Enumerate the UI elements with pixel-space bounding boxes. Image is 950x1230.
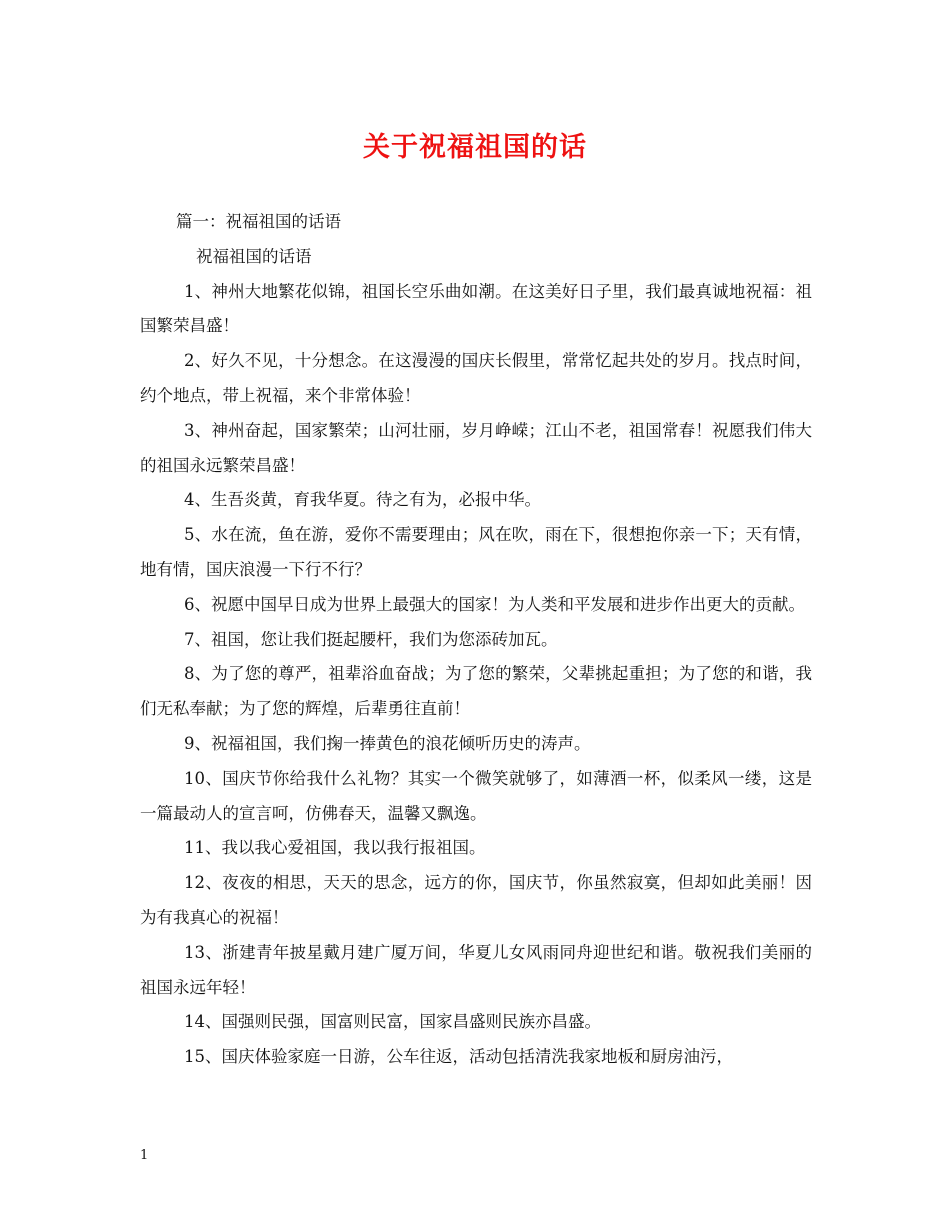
paragraph: 6、祝愿中国早日成为世界上最强大的国家！为人类和平发展和进步作出更大的贡献。 <box>184 594 805 614</box>
sub-heading: 祝福祖国的话语 <box>196 246 312 266</box>
page-number: 1 <box>140 1148 149 1163</box>
paragraph: 14、国强则民强，国富则民富，国家昌盛则民族亦昌盛。 <box>184 1012 601 1032</box>
paragraph: 5、水在流，鱼在游，爱你不需要理由；风在吹，雨在下，很想抱你亲一下；天有情，地有情，国庆浪漫一下行不行？ <box>140 525 812 579</box>
paragraph: 4、生吾炎黄，育我华夏。待之有为，必报中华。 <box>184 490 541 510</box>
document-title: 关于祝福祖国的话 <box>363 132 587 163</box>
paragraph: 15、国庆体验家庭一日游，公车往返，活动包括清洗我家地板和厨房油污， <box>184 1047 733 1067</box>
paragraph: 10、国庆节你给我什么礼物？其实一个微笑就够了，如薄酒一杯，似柔风一缕，这是一篇最动人的宣言呵，仿佛春天，温馨又飘逸。 <box>140 768 812 823</box>
paragraph: 1、神州大地繁花似锦，祖国长空乐曲如潮。在这美好日子里，我们最真诚地祝福：祖国繁荣昌盛！ <box>140 281 812 336</box>
paragraph: 7、祖国，您让我们挺起腰杆，我们为您添砖加瓦。 <box>184 629 558 649</box>
paragraph: 3、神州奋起，国家繁荣；山河壮丽，岁月峥嵘；江山不老，祖国常春！祝愿我们伟大的祖国永远繁荣昌盛！ <box>140 420 812 475</box>
paragraph: 12、夜夜的相思，天天的思念，远方的你，国庆节，你虽然寂寞，但却如此美丽！因为有我真心的祝福！ <box>140 873 812 927</box>
paragraph: 8、为了您的尊严，祖辈浴血奋战；为了您的繁荣，父辈挑起重担；为了您的和谐，我们无私奉献；为了您的辉煌，后辈勇往直前！ <box>140 664 812 719</box>
paragraph: 9、祝福祖国，我们掬一捧黄色的浪花倾听历史的涛声。 <box>184 733 591 753</box>
paragraph: 11、我以我心爱祖国，我以我行报祖国。 <box>184 838 486 858</box>
paragraph: 2、好久不见，十分想念。在这漫漫的国庆长假里，常常忆起共处的岁月。找点时间，约个地点，带上祝福，来个非常体验！ <box>140 351 812 405</box>
document-body <box>140 205 812 1075</box>
section-heading: 篇一：祝福祖国的话语 <box>176 212 341 231</box>
paragraph: 13、浙建青年披星戴月建广厦万间，华夏儿女风雨同舟迎世纪和谐。敬祝我们美丽的祖国永远年轻！ <box>140 942 812 997</box>
